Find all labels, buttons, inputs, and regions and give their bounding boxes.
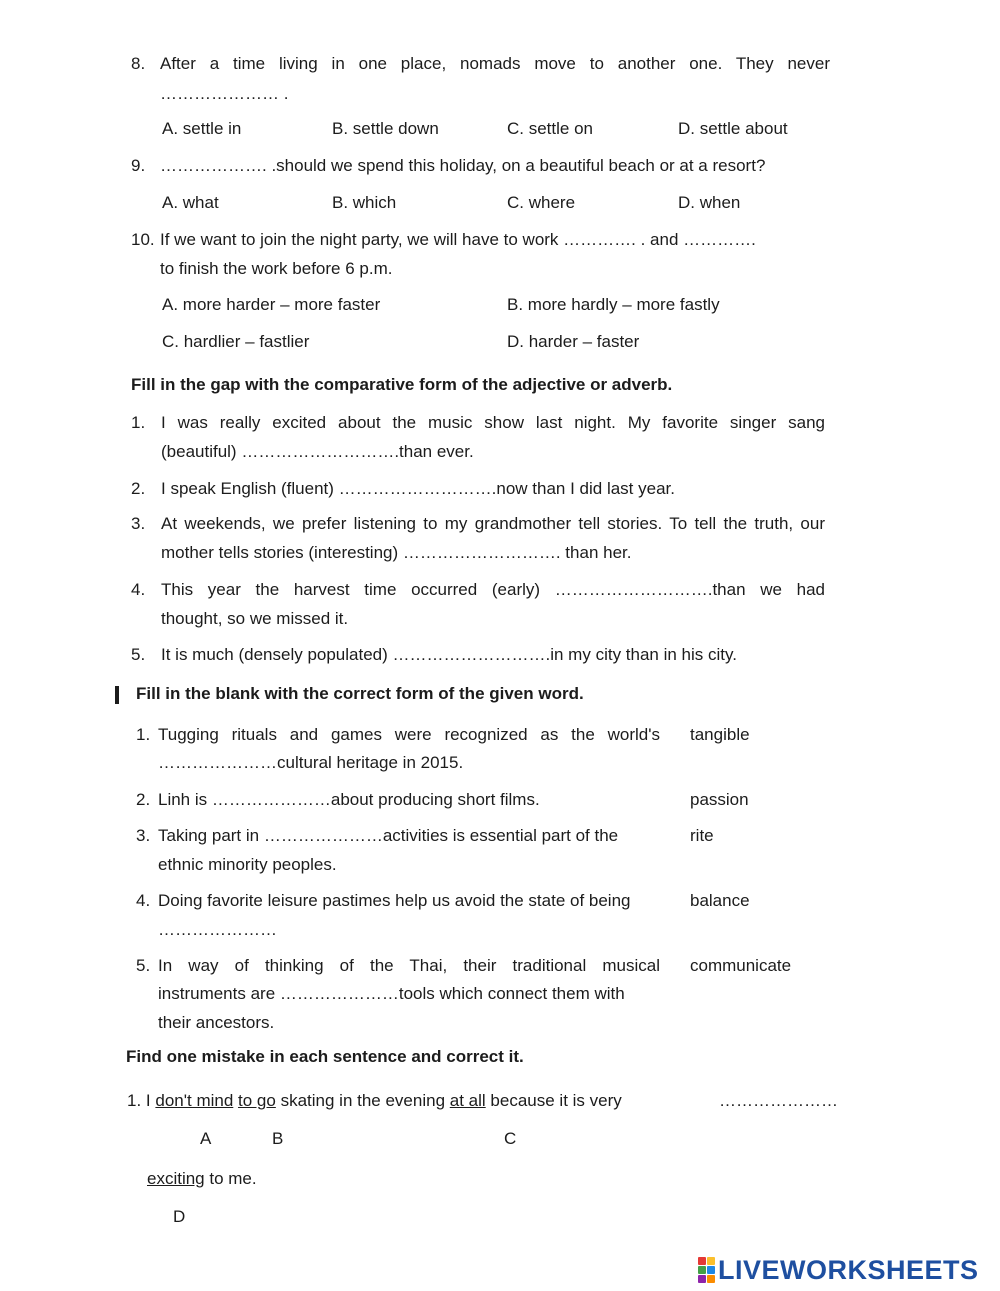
item-text[interactable]: It is much (densely populated) ……………………….in my city than in his city. [161,645,737,664]
underlined-c[interactable]: at all [449,1091,486,1110]
option-c[interactable]: C. hardlier – fastlier [162,332,310,351]
section-heading-word-form: Fill in the blank with the correct form of the given word. [136,684,584,703]
logo-text: LIVEWORKSHEETS [718,1254,979,1285]
given-word: communicate [690,956,792,975]
question-text: After a time living in one place, nomads move to another one. They never [160,54,830,73]
word-i: I [145,1091,151,1110]
label-d: D [173,1207,186,1226]
item-number: 4. [136,891,151,910]
option-a[interactable]: A. what [162,193,219,212]
option-a[interactable]: A. settle in [162,119,242,138]
section-heading-find-mistake: Find one mistake in each sentence and correct it. [126,1047,524,1066]
answer-blank[interactable]: ………………… . [160,84,289,103]
label-a: A [200,1129,212,1148]
option-d[interactable]: D. settle about [678,119,788,138]
section-marker [115,686,119,704]
option-d[interactable]: D. harder – faster [507,332,640,351]
item-text-line3: their ancestors. [158,1013,275,1032]
item-text[interactable]: I speak English (fluent) ……………………….now than I did last year. [161,479,675,498]
option-b[interactable]: B. which [332,193,397,212]
item-number: 1. [127,1091,142,1110]
logo-tile [698,1275,706,1283]
item-text-line2: ethnic minority peoples. [158,855,337,874]
plain-text: skating in the evening [280,1091,446,1110]
liveworksheets-logo [698,1254,979,1286]
given-word: tangible [690,725,750,744]
item-text: Tugging rituals and games were recognized as the world's [158,725,660,744]
question-text: If we want to join the night party, we will have to work …………. . and …………. [160,230,756,249]
item-text: At weekends, we prefer listening to my grandmother tell stories. To tell the truth, our [161,514,825,533]
logo-tile [707,1266,715,1274]
underlined-a[interactable]: don't mind [155,1091,234,1110]
item-text: Doing favorite leisure pastimes help us avoid the state of being [158,891,631,910]
option-c[interactable]: C. where [507,193,576,212]
section-heading-comparative: Fill in the gap with the comparative form of the adjective or adverb. [131,375,673,394]
item-text-line2: thought, so we missed it. [161,609,349,628]
option-a[interactable]: A. more harder – more faster [162,295,381,314]
label-b: B [272,1129,284,1148]
question-number: 8. [131,54,146,73]
logo-tile [698,1266,706,1274]
item-number: 4. [131,580,146,599]
item-text-line2[interactable]: (beautiful) ……………………….than ever. [161,442,474,461]
item-number: 5. [131,645,146,664]
item-text: In way of thinking of the Thai, their traditional musical [158,956,660,975]
logo-tile [707,1275,715,1283]
option-b[interactable]: B. settle down [332,119,439,138]
given-word: balance [690,891,750,910]
item-number: 1. [136,725,151,744]
given-word: rite [690,826,714,845]
item-text[interactable]: Linh is …………………about producing short films. [158,790,540,809]
underlined-d[interactable]: exciting [147,1169,205,1188]
option-b[interactable]: B. more hardly – more fastly [507,295,720,314]
item-text-line2[interactable]: instruments are …………………tools which connect them with [158,984,625,1003]
question-number: 10. [131,230,155,249]
item-number: 1. [131,413,146,432]
logo-icon [698,1257,715,1283]
answer-blank[interactable]: ………………… [719,1091,838,1110]
item-text-line2[interactable]: …………………cultural heritage in 2015. [158,753,464,772]
item-text-line2[interactable]: ………………… [158,920,277,939]
item-line2 [147,1169,257,1189]
logo-tile [707,1257,715,1265]
item-number: 5. [136,956,151,975]
option-c[interactable]: C. settle on [507,119,593,138]
option-d[interactable]: D. when [678,193,741,212]
given-word: passion [690,790,749,809]
item-text[interactable]: This year the harvest time occurred (early) ……………………….than we had [161,580,825,599]
question-text: ………………. .should we spend this holiday, on a beautiful beach or at a resort? [160,156,766,175]
logo-tile [698,1257,706,1265]
label-c: C [504,1129,517,1148]
question-text-line2: to finish the work before 6 p.m. [160,259,393,278]
item-number: 2. [131,479,146,498]
item-text: I was really excited about the music show last night. My favorite singer sang [161,413,825,432]
item-text[interactable]: Taking part in …………………activities is essential part of the [158,826,619,845]
plain-text: because it is very [490,1091,622,1110]
item-number: 2. [136,790,151,809]
underlined-b[interactable]: to go [238,1091,276,1110]
question-number: 9. [131,156,146,175]
item-text-line2[interactable]: mother tells stories (interesting) ………………………. than her. [161,543,632,562]
item-line1 [127,1091,622,1111]
item-number: 3. [136,826,151,845]
item-number: 3. [131,514,146,533]
plain-text: to me. [209,1169,257,1188]
